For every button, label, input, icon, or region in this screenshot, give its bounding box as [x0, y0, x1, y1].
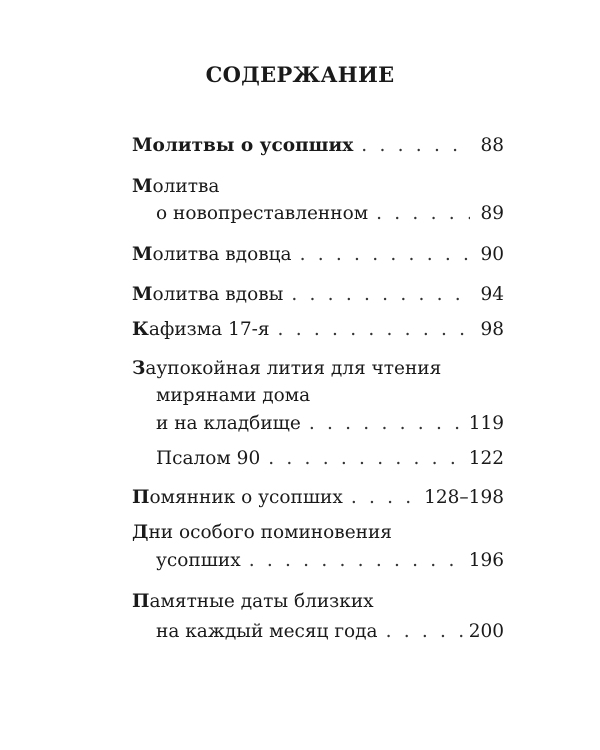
dot-leader — [376, 201, 470, 227]
toc-entry-title — [132, 485, 343, 511]
toc-title-rest: олитва вдовца — [152, 244, 292, 265]
toc-entry-continuation — [156, 383, 504, 409]
toc-entry-continuation — [156, 201, 504, 227]
toc-entry-psalm-90 — [156, 446, 504, 472]
toc-entry-title-continued: и на кладбище — [156, 413, 301, 434]
dot-leader — [386, 619, 463, 645]
toc-entry-special-days — [132, 520, 504, 546]
dot-leader — [291, 282, 470, 308]
toc-title-rest: олитва — [152, 176, 220, 197]
toc-title-rest: ни особого поминовения — [148, 522, 392, 543]
toc-title-rest: аупокойная лития для чтения — [145, 358, 442, 379]
toc-entry-title-continued: на каждый месяц года — [156, 621, 378, 642]
toc-page-number: 122 — [468, 448, 504, 469]
dot-leader — [309, 411, 463, 437]
toc-entry-memorial-dates — [132, 589, 504, 615]
dot-leader — [249, 548, 463, 574]
dot-leader — [300, 242, 470, 268]
toc-initial: П — [132, 487, 150, 508]
toc-entry-prayer-newly-departed — [132, 174, 504, 200]
toc-initial: П — [132, 591, 150, 612]
toc-title-rest: афизма 17-я — [148, 319, 270, 340]
toc-entry-title — [132, 317, 270, 343]
toc-page-number: 89 — [480, 203, 504, 224]
toc-entry-title-continued: о новопреставленном — [156, 203, 369, 224]
toc-initial: К — [132, 319, 149, 340]
toc-entry-title-continued: усопших — [156, 550, 241, 571]
toc-page-number: 196 — [468, 550, 504, 571]
toc-entry-prayers-for-departed — [132, 133, 504, 159]
toc-initial: З — [132, 358, 146, 379]
toc-page-number: 94 — [480, 284, 504, 305]
dot-leader — [351, 485, 418, 511]
toc-entry-lity — [132, 356, 504, 382]
toc-page-number: 90 — [480, 244, 504, 265]
toc-entry-continuation — [156, 411, 504, 437]
toc-entry-title: Молитвы о усопших — [132, 135, 354, 156]
page-title: СОДЕРЖАНИЕ — [205, 62, 395, 87]
toc-entry-title — [132, 174, 219, 200]
toc-entry-commemoration-list — [132, 485, 504, 511]
toc-initial: М — [132, 244, 153, 265]
toc-entry-title — [132, 356, 441, 382]
toc-entry-prayer-widow — [132, 282, 504, 308]
toc-entry-continuation — [156, 548, 504, 574]
table-of-contents — [132, 0, 504, 750]
toc-entry-kathisma-17 — [132, 317, 504, 343]
dot-leader — [278, 317, 470, 343]
toc-initial: М — [132, 176, 153, 197]
toc-title-rest: олитва вдовы — [152, 284, 284, 305]
toc-page-number: 98 — [480, 319, 504, 340]
toc-entry-title: Псалом 90 — [156, 448, 261, 469]
toc-entry-title-continued: мирянами дома — [156, 385, 311, 406]
toc-entry-title — [132, 242, 292, 268]
toc-title-rest: амятные даты близких — [149, 591, 374, 612]
toc-title-rest: омянник о усопших — [149, 487, 343, 508]
toc-page-number: 119 — [468, 413, 504, 434]
toc-entry-continuation — [156, 619, 504, 645]
toc-initial: М — [132, 284, 153, 305]
dot-leader — [361, 133, 470, 159]
toc-entry-title — [132, 589, 374, 615]
toc-page-number: 200 — [468, 621, 504, 642]
toc-initial: Д — [132, 522, 149, 543]
toc-entry-title — [132, 282, 283, 308]
toc-entry-prayer-widower — [132, 242, 504, 268]
toc-page-number: 128–198 — [424, 487, 504, 508]
toc-page-number: 88 — [480, 135, 504, 156]
toc-entry-title — [132, 520, 392, 546]
dot-leader — [268, 446, 462, 472]
